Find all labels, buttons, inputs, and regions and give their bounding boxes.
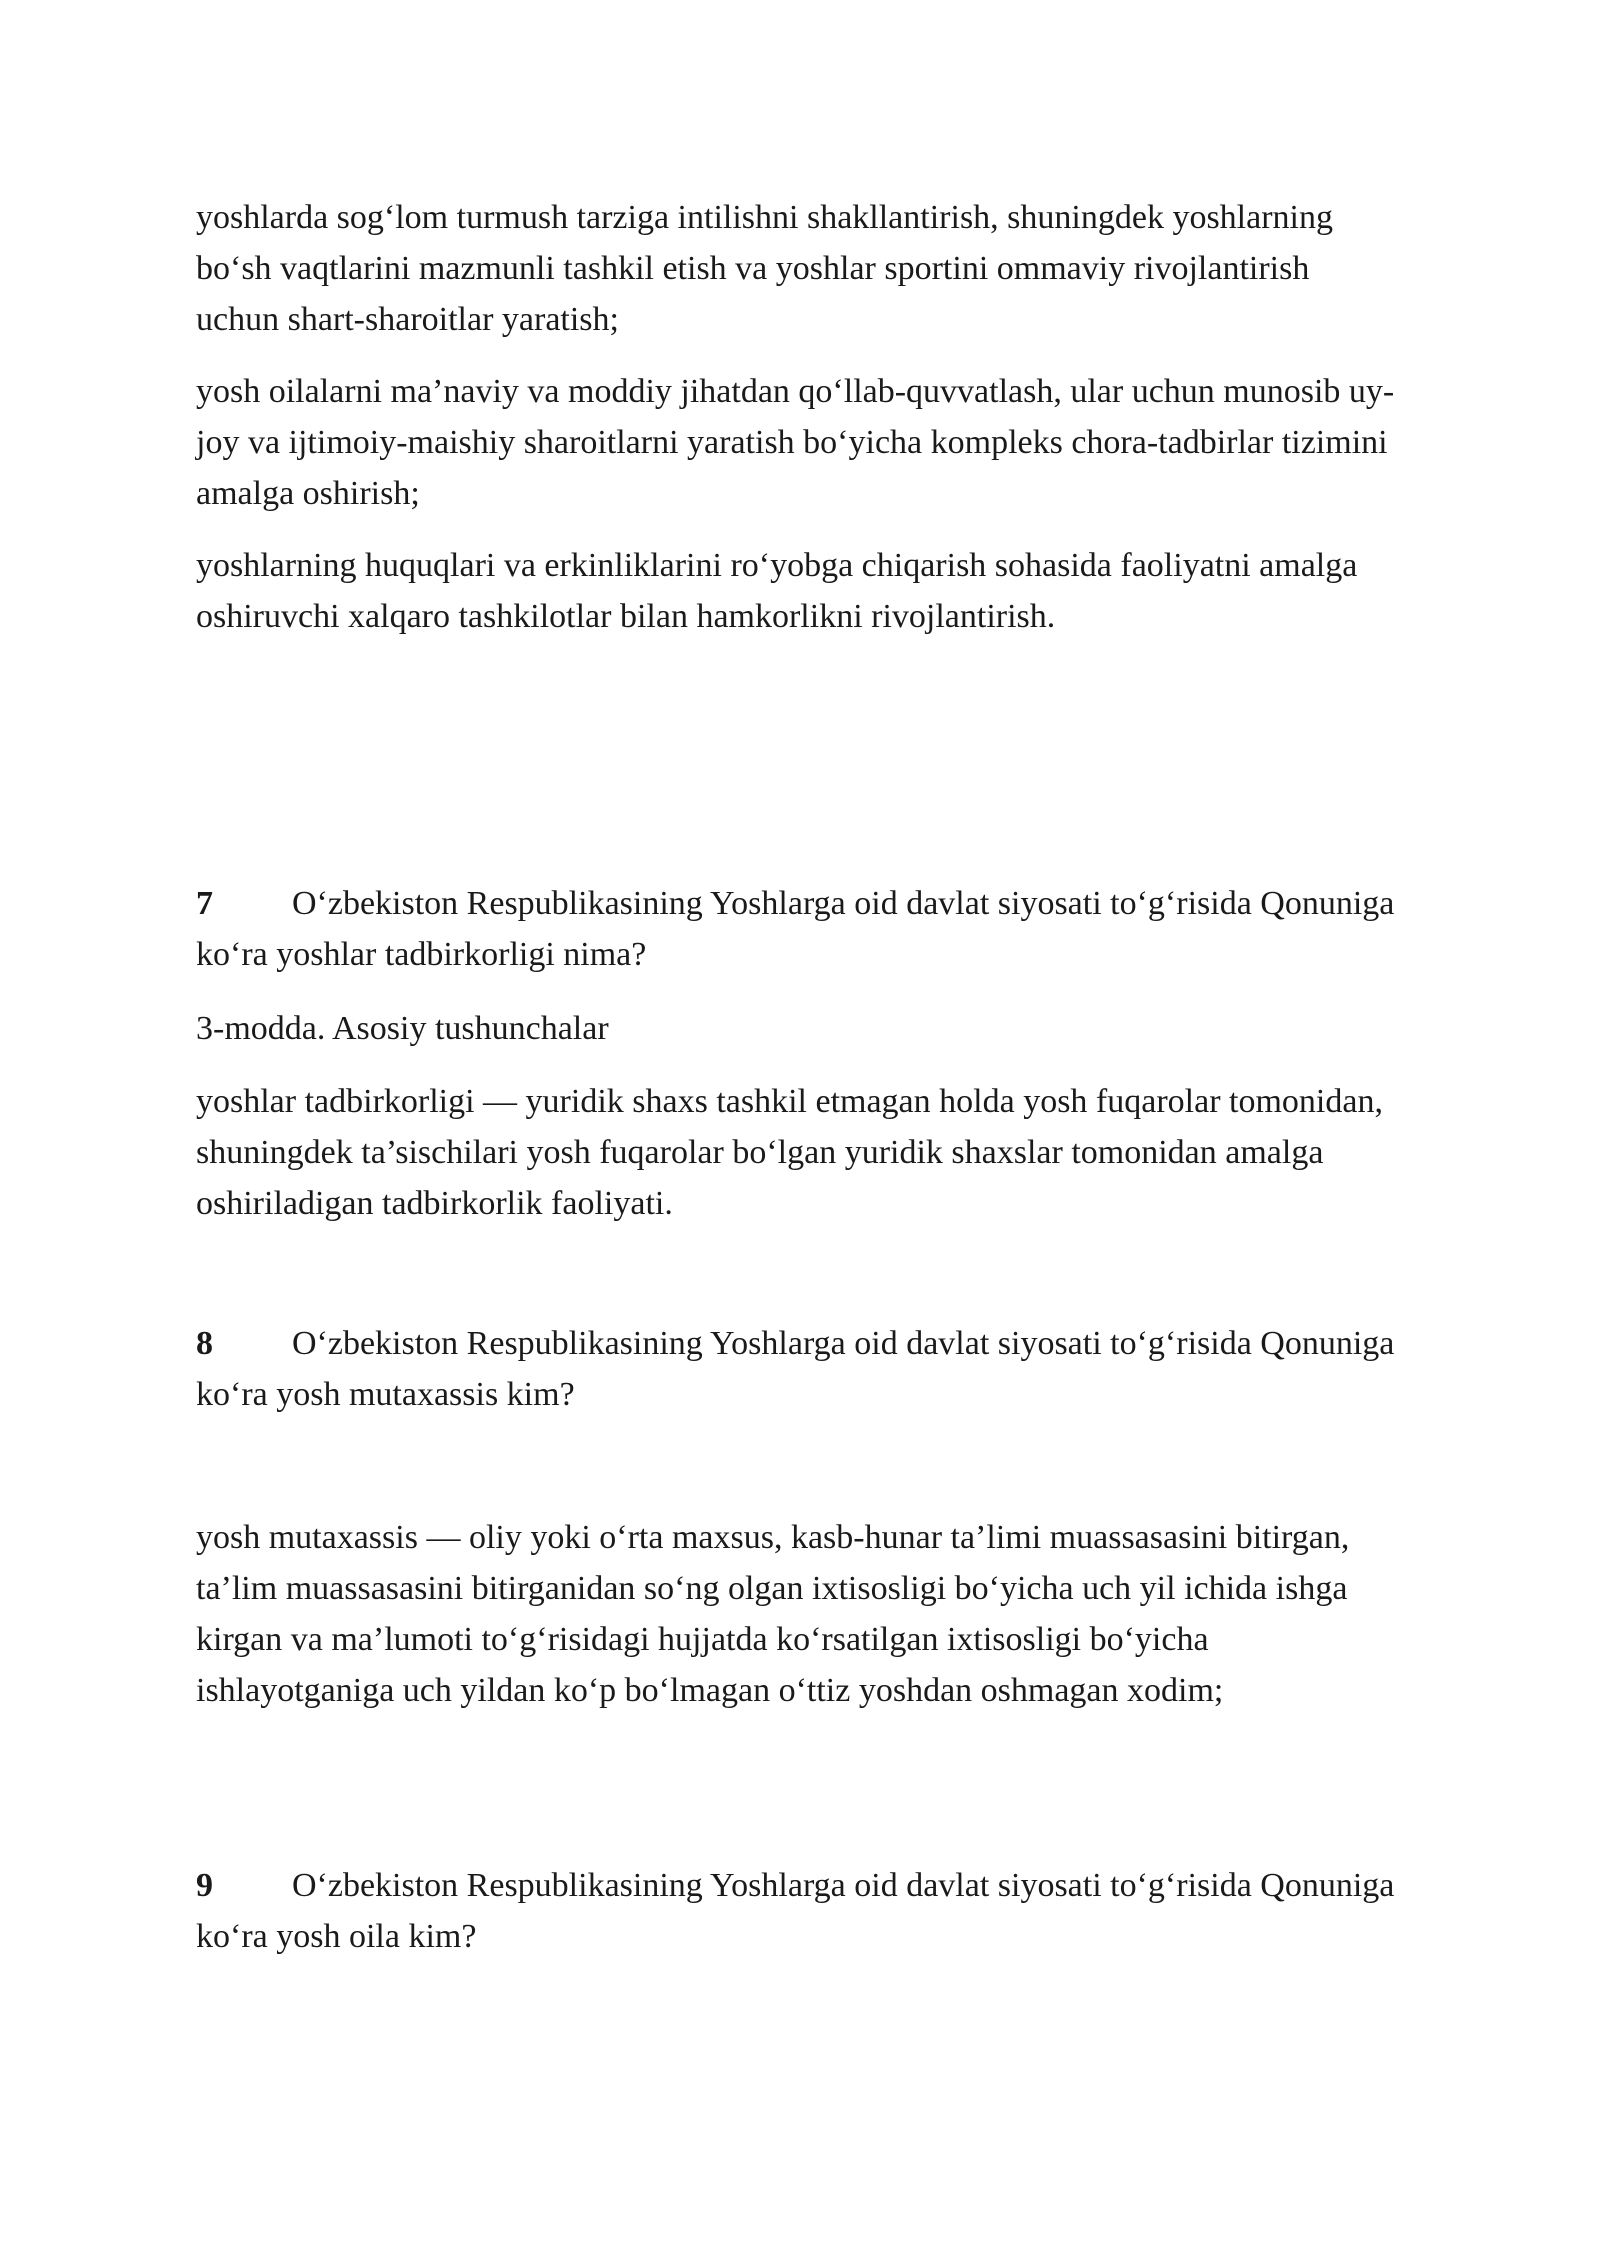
article-heading: 3-modda. Asosiy tushunchalar <box>196 1010 609 1047</box>
paragraph-young-families: yosh oilalarni ma’naviy va moddiy jihatdan qo‘llab-quvvatlash, ular uchun munosib uy-joy va ijtimoiy-maishiy sharoitlarni yaratish bo‘yicha kompleks chora-tadbirlar tizimini amalga oshirish; <box>196 373 1395 512</box>
question-number: 9 <box>196 1867 213 1904</box>
question-7 <box>196 878 1396 980</box>
question-9 <box>196 1860 1396 1962</box>
question-number: 8 <box>196 1325 213 1362</box>
paragraph-international-cooperation: yoshlarning huquqlari va erkinliklarini ro‘yobga chiqarish sohasida faoliyatni amalga oshiruvchi xalqaro tashkilotlar bilan hamkorlikni rivojlantirish. <box>196 547 1358 635</box>
answer-7: yoshlar tadbirkorligi — yuridik shaxs tashkil etmagan holda yosh fuqarolar tomonidan, shuningdek ta’sischilari yosh fuqarolar bo‘lgan yuridik shaxslar tomonidan amalga oshiriladigan tadbirkorlik faoliyati. <box>196 1083 1383 1222</box>
paragraph-healthy-lifestyle: yoshlarda sog‘lom turmush tarziga intilishni shakllantirish, shuningdek yoshlarning bo‘sh vaqtlarini mazmunli tashkil etish va yoshlar sportini ommaviy rivojlantirish uchun shart-sharoitlar yaratish; <box>196 199 1333 338</box>
question-text: O‘zbekiston Respublikasining Yoshlarga oid davlat siyosati to‘g‘risida Qonuniga ko‘ra yosh mutaxassis kim? <box>196 1325 1395 1413</box>
question-8 <box>196 1318 1396 1420</box>
question-number: 7 <box>196 885 213 922</box>
question-text: O‘zbekiston Respublikasining Yoshlarga oid davlat siyosati to‘g‘risida Qonuniga ko‘ra yoshlar tadbirkorligi nima? <box>196 885 1395 973</box>
question-text: O‘zbekiston Respublikasining Yoshlarga oid davlat siyosati to‘g‘risida Qonuniga ko‘ra yosh oila kim? <box>196 1867 1395 1955</box>
answer-8: yosh mutaxassis — oliy yoki o‘rta maxsus, kasb-hunar ta’limi muassasasini bitirgan, ta’lim muassasasini bitirganidan so‘ng olgan ixtisosligi bo‘yicha uch yil ichida ishga kirgan va ma’lumoti to‘g‘risidagi hujjatda ko‘rsatilgan ixtisosligi bo‘yicha ishlayotganiga uch yildan ko‘p bo‘lmagan o‘ttiz yoshdan oshmagan xodim; <box>196 1519 1350 1709</box>
